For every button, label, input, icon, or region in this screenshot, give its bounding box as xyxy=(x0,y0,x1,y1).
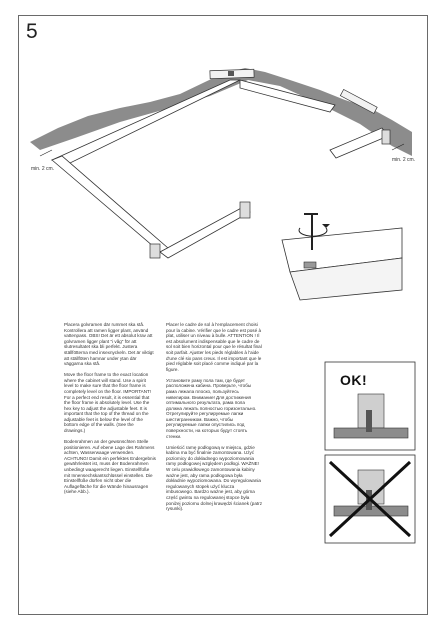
min-gap-label-right: min. 2 cm. xyxy=(392,157,416,163)
rotation-arrowhead xyxy=(322,224,330,228)
instructions-swedish: Placera golvramen där rummet ska stå. Kontrollera att ramen ligger plant, använd vattenpass. OBS! Det är ett absolut krav att golvramen ligger plant "i våg" för att slutresultatet ska bli perfekt. Justera ställfötterna med insexnyckeln. Det är viktigt att ställföten hamnar under ytan där väggarna ska stå. xyxy=(64,322,154,367)
instructions-russian: Установите раму пола там, где будет расположена кабина. Проверьте, чтобы рама лежала плоско, пользуйтесь нивелиром. Внимание! Для достижения оптимального результата, рама пола должна лежать полностью горизонтально. Отрегулируйте регулируемые лапки шестигранником. Важно, чтобы регулируемые лапки опустились под поверхности, на которых будут стоять стенки. xyxy=(166,377,257,439)
frame-rail-right xyxy=(160,206,250,258)
corner-connector-front xyxy=(150,244,160,258)
ok-foot-thread xyxy=(366,410,372,432)
frame-rail-front xyxy=(52,156,168,252)
instructions-polish: Umieścić ramę podłogową w miejscu, gdzie kabina ma być finalnie zamontowana. Użyć poziomicy do dokładnego wypoziomowania ramy podłogowej względem podłogi. WAŻNE! W celu prawidłowego zamontowania kabiny ważne jest, aby rama podłogowa była dokładnie wypoziomowana. Do wyregulowania regulowanych stopek użyć klucza imbusowego. Bardzo ważne jest, aby górna część gwintu na regulowanej stopce była poniżej poziomu dolnej krawędzi ścianek (patrz rysunki). xyxy=(166,444,263,512)
spirit-level-bubble xyxy=(228,71,234,76)
text-column-right xyxy=(166,322,262,517)
step-number: 5 xyxy=(26,20,38,43)
corner-connector-right xyxy=(240,202,250,218)
frame-rail-short xyxy=(330,128,388,158)
corner-connector-far xyxy=(382,130,390,144)
instructions-english: Move the floor frame to the exact location where the cabinet will stand. Use a spirit level to make sure that the floor frame is completely level on the floor. IMPORTANT! For a perfect end result, it is essential that the floor frame is absolutely level. Use the hex key to adjust the adjustable feet. It is important that the top of the thread on the adjustable feet is below the level of the bottom edge of the walls. (See the drawings.) xyxy=(64,372,152,434)
gap-marker-left xyxy=(40,150,52,156)
ok-label: OK! xyxy=(340,372,368,388)
instructions-french: Placer le cadre de sol à l'emplacement choisi pour la cabine. Vérifier que le cadre est posé à plat, utiliser un niveau à bulle. ATTENTION ! Il est absolument indispensable que le cadre de sol soit bien horizontal pour que le résultat final soit parfait. Ajuster les pieds réglables à l'aide d'une clé six pans creux. Il est important que le pied réglable soit placé comme indiqué par la figure. xyxy=(166,322,262,372)
min-gap-label-left: min. 2 cm. xyxy=(31,166,55,172)
instructions-german: Bodenrahmen an der gewünschten Stelle positionieren. Auf ebene Lage des Rahmens achten, Wasserwaage verwenden. ACHTUNG! Damit ein perfektes Endergebnis gewährleistet ist, muss der Bodenrahmen unbedingt waagerecht liegen. Einstellfüße mit Innensechskantschlüssel einstellen. Die Einstellfüße dürfen nicht über die Auflagefläche für die Wände hinausragen (siehe Abb.). xyxy=(64,439,156,495)
adjustable-foot xyxy=(304,262,316,268)
text-column-left xyxy=(64,322,156,500)
